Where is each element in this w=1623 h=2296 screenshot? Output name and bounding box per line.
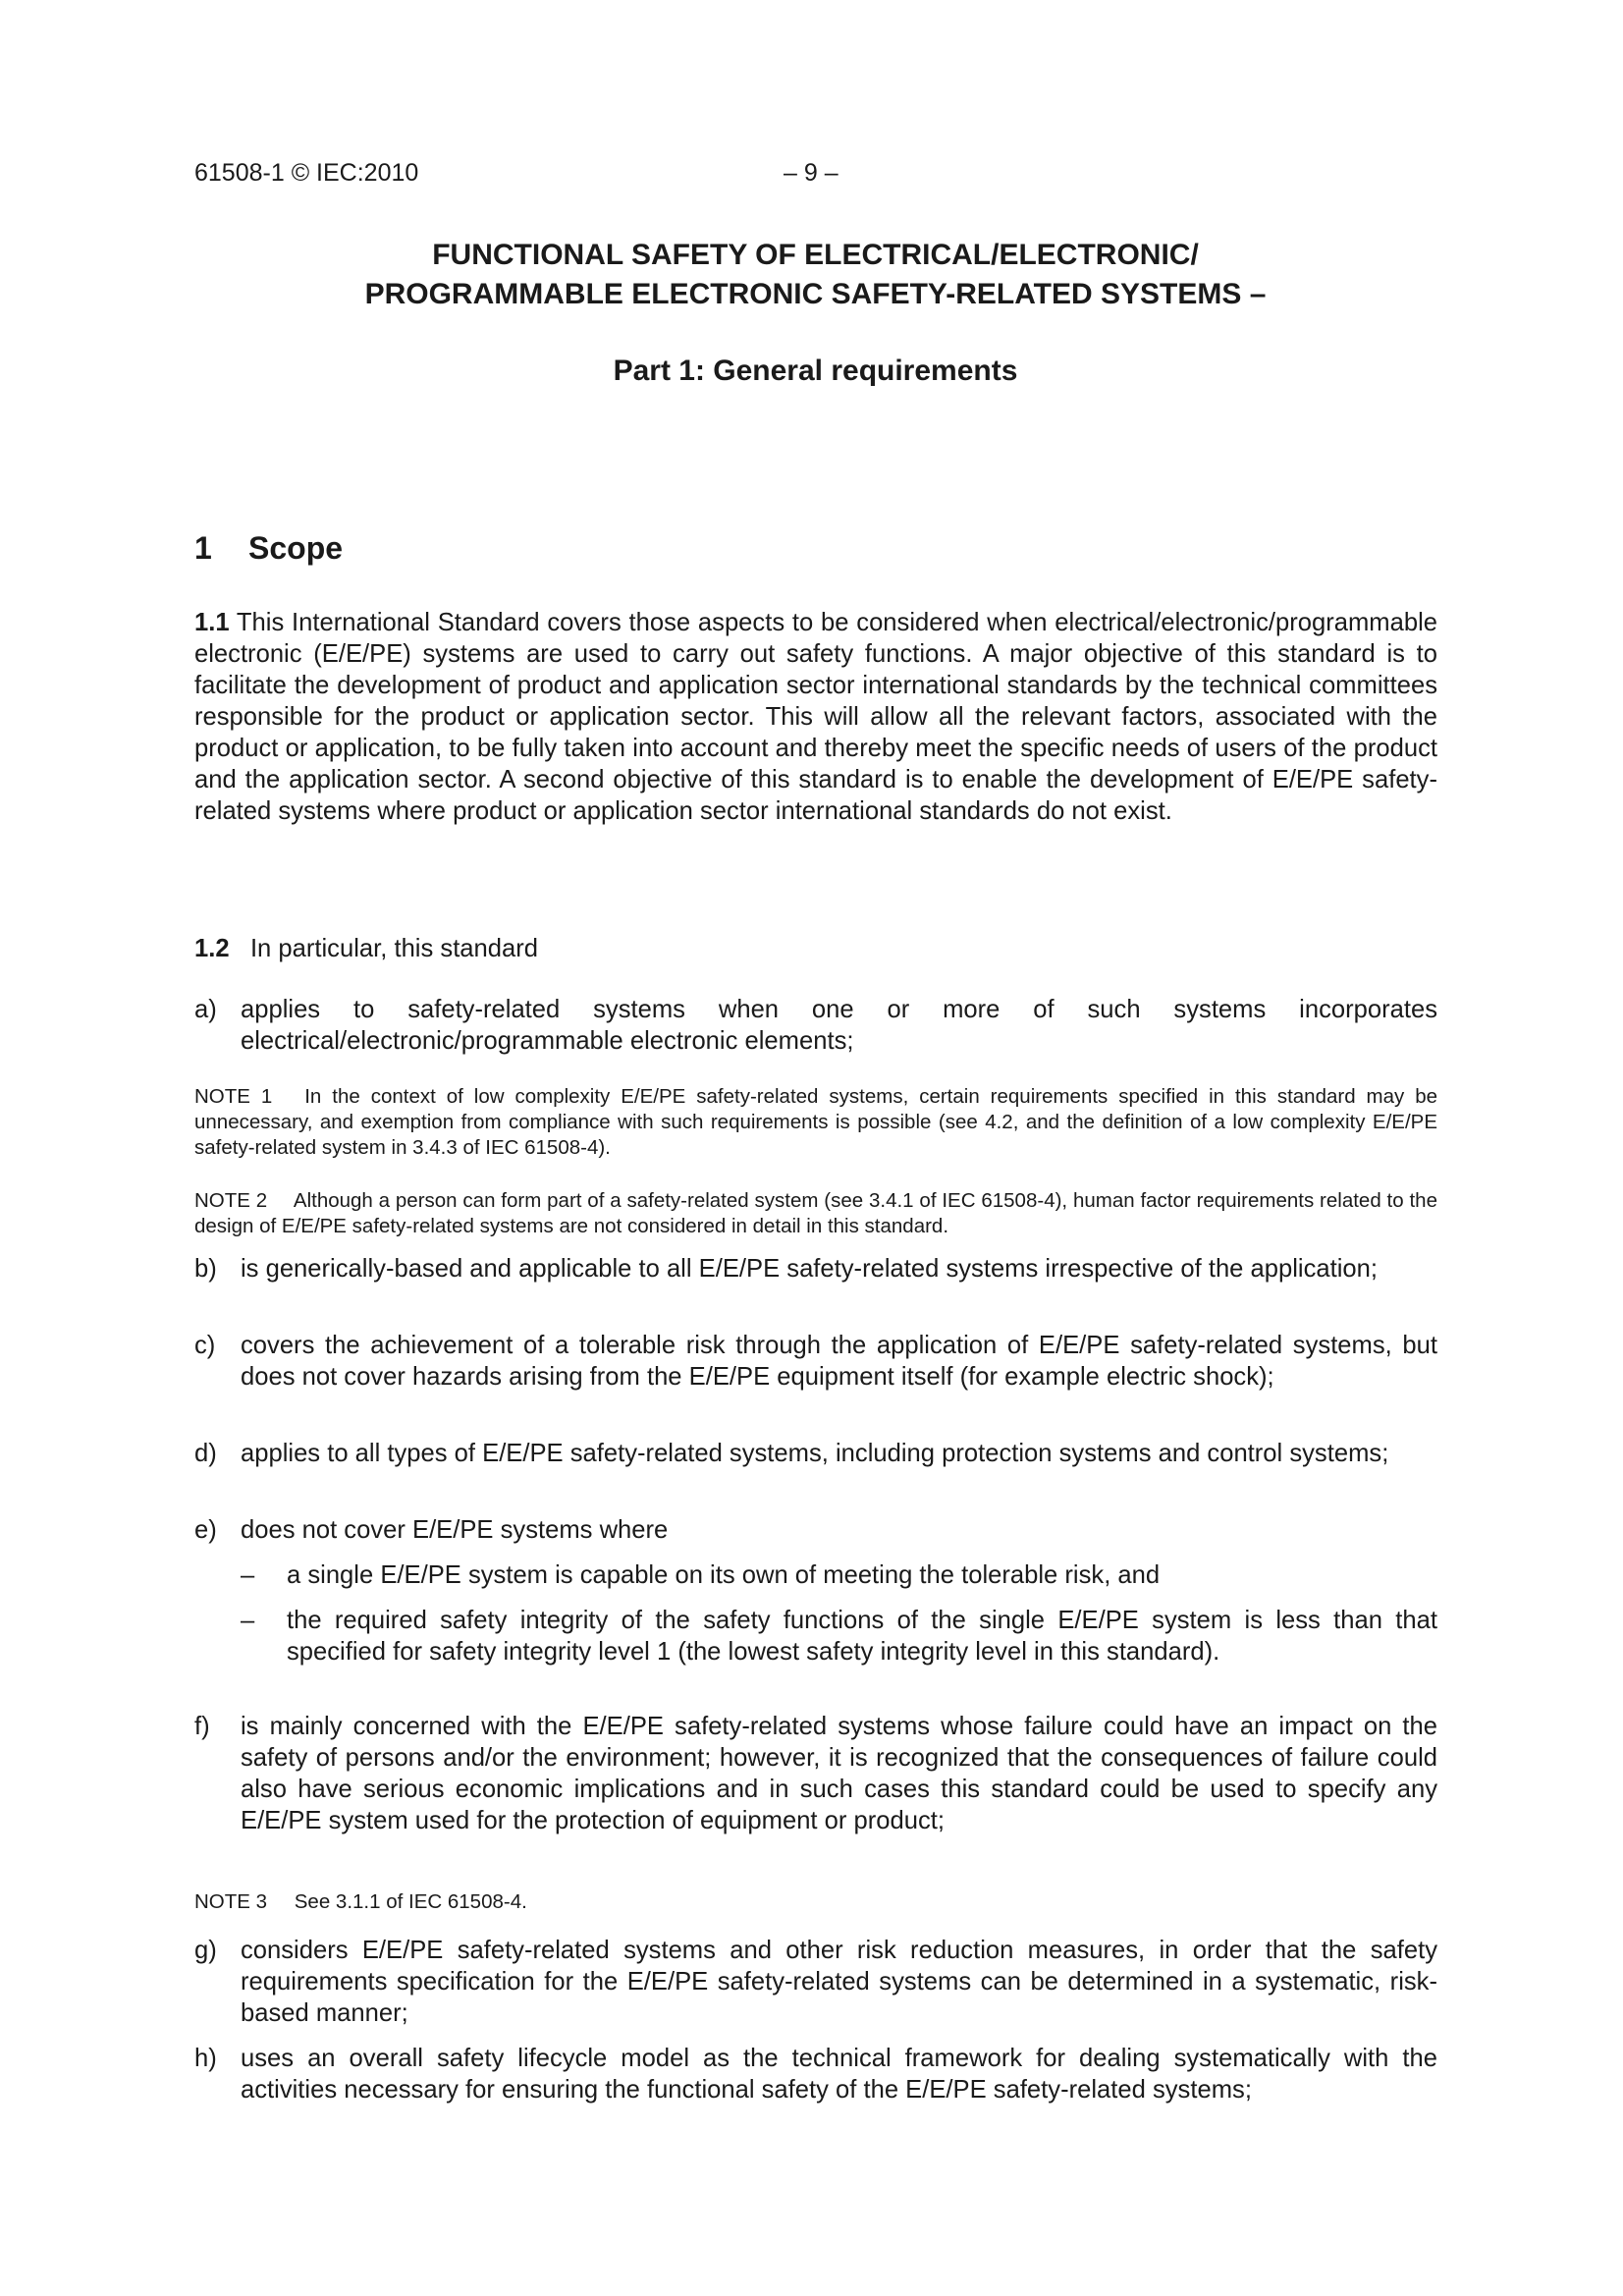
item-text: does not cover E/E/PE systems where: [241, 1516, 669, 1544]
section-heading: [194, 530, 343, 567]
item-label: e): [194, 1516, 217, 1544]
list-item-a: [194, 994, 1437, 1057]
dash-label: –: [241, 1607, 255, 1634]
list-item-g: [194, 1935, 1437, 2029]
sub-item-e-1: [241, 1559, 1437, 1591]
clause-1-1: [194, 607, 1437, 827]
title-line-1: FUNCTIONAL SAFETY OF ELECTRICAL/ELECTRONIC/: [432, 239, 1199, 271]
item-label: f): [194, 1713, 210, 1740]
item-label: b): [194, 1255, 217, 1283]
section-title: Scope: [248, 530, 344, 566]
item-label: c): [194, 1332, 216, 1359]
note-label: NOTE 2: [194, 1189, 268, 1212]
list-item-b: [194, 1253, 1437, 1285]
item-label: h): [194, 2045, 217, 2072]
sub-item-text: a single E/E/PE system is capable on its own of meeting the tolerable risk, and: [287, 1561, 1161, 1589]
note-1: [194, 1084, 1437, 1161]
item-text: is generically-based and applicable to all E/E/PE safety-related systems irrespective of the application;: [241, 1255, 1379, 1283]
item-label: a): [194, 996, 217, 1023]
clause-1-2: [194, 933, 1437, 964]
header-reference: 61508-1 © IEC:2010: [194, 159, 419, 187]
note-text: In the context of low complexity E/E/PE safety-related systems, certain requirements specified in this standard may be unnecessary, and exemption from compliance with such requirements is possible (see 4.2, and the definition of a low complexity E/E/PE safety-related system in 3.4.3 of IEC 61508-4).: [194, 1085, 1437, 1159]
item-text: applies to all types of E/E/PE safety-related systems, including protection systems and control systems;: [241, 1440, 1389, 1467]
clause-number: 1.1: [194, 609, 230, 636]
item-text: uses an overall safety lifecycle model as the technical framework for dealing systematically with the activities necessary for ensuring the functional safety of the E/E/PE safety-related systems;: [241, 2045, 1437, 2104]
document-title: [194, 236, 1436, 314]
note-2: [194, 1188, 1437, 1239]
list-item-d: [194, 1438, 1437, 1469]
item-text: considers E/E/PE safety-related systems and other risk reduction measures, in order that the safety requirements specification for the E/E/PE safety-related systems can be determined in a systematic, risk-based manner;: [241, 1937, 1437, 2027]
list-item-e: [194, 1514, 1437, 1546]
clause-number: 1.2: [194, 935, 230, 962]
section-number: 1: [194, 530, 212, 566]
item-text: covers the achievement of a tolerable risk through the application of E/E/PE safety-related systems, but does not cover hazards arising from the E/E/PE equipment itself (for example electric shock);: [241, 1332, 1437, 1391]
page-number: – 9 –: [784, 159, 839, 187]
item-text: applies to safety-related systems when one or more of such systems incorporates electrical/electronic/programmable electronic elements;: [241, 996, 1437, 1055]
item-text: is mainly concerned with the E/E/PE safety-related systems whose failure could have an impact on the safety of persons and/or the environment; however, it is recognized that the consequences of failure could also have serious economic implications and in such cases this standard could be used to specify any E/E/PE system used for the protection of equipment or product;: [241, 1713, 1437, 1834]
note-label: NOTE 1: [194, 1085, 273, 1108]
part-title: Part 1: General requirements: [613, 355, 1018, 387]
dash-label: –: [241, 1561, 255, 1589]
note-text: See 3.1.1 of IEC 61508-4.: [294, 1890, 527, 1913]
list-item-h: [194, 2043, 1437, 2105]
title-line-2: PROGRAMMABLE ELECTRONIC SAFETY-RELATED SYSTEMS –: [364, 278, 1267, 310]
list-item-c: [194, 1330, 1437, 1393]
clause-text: In particular, this standard: [249, 935, 539, 962]
item-label: d): [194, 1440, 217, 1467]
note-3: [194, 1889, 1437, 1915]
sub-item-e-2: [241, 1605, 1437, 1667]
list-item-f: [194, 1711, 1437, 1836]
note-text: Although a person can form part of a safety-related system (see 3.4.1 of IEC 61508-4), human factor requirements related to the design of E/E/PE safety-related systems are not considered in detail in this standard.: [194, 1189, 1437, 1237]
clause-text: This International Standard covers those aspects to be considered when electrical/electronic/programmable electronic (E/E/PE) systems are used to carry out safety functions. A major objective of this standard is to facilitate the development of product and application sector international standards by the technical committees responsible for the product or application sector. This will allow all the relevant factors, associated with the product or application, to be fully taken into account and thereby meet the specific needs of users of the product and the application sector. A second objective of this standard is to enable the development of E/E/PE safety-related systems where product or application sector international standards do not exist.: [194, 609, 1437, 825]
note-label: NOTE 3: [194, 1890, 268, 1913]
sub-item-text: the required safety integrity of the safety functions of the single E/E/PE system is less than that specified for safety integrity level 1 (the lowest safety integrity level in this standard).: [287, 1607, 1437, 1666]
item-label: g): [194, 1937, 217, 1964]
